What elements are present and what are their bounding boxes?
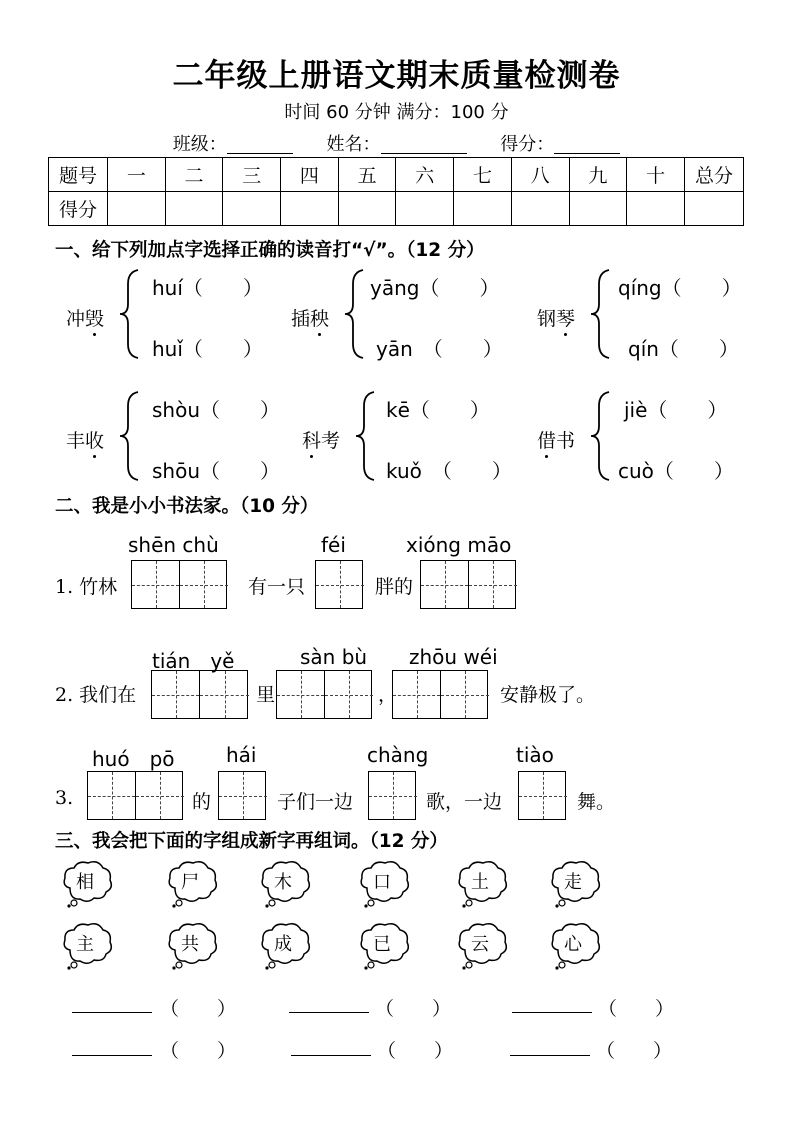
line2-prefix: 2. 我们在 xyxy=(55,684,137,706)
pinyin-option[interactable]: qín（ ） xyxy=(628,337,739,361)
score-cell[interactable] xyxy=(454,192,512,226)
pinyin-prompt: zhōu wéi xyxy=(409,645,498,669)
name-blank[interactable] xyxy=(381,137,467,154)
score-table xyxy=(48,157,744,226)
line3-text: 的 xyxy=(192,791,212,813)
writing-grid[interactable] xyxy=(131,560,227,609)
dotted-char: 借 xyxy=(537,430,557,452)
score-table-header: 十 xyxy=(627,158,685,192)
brace-icon xyxy=(118,268,140,360)
score-cell[interactable] xyxy=(223,192,281,226)
class-blank[interactable] xyxy=(227,137,293,154)
cloud-char: 心 xyxy=(564,934,582,955)
section2-heading: 二、我是小小书法家。（10 分） xyxy=(55,496,319,517)
pinyin-prompt: tiào xyxy=(516,743,554,767)
line1-prefix: 1. 竹林 xyxy=(55,576,118,598)
score-table-header: 六 xyxy=(396,158,454,192)
word-chayang: 插秧 xyxy=(291,308,330,330)
score-table-header: 五 xyxy=(338,158,396,192)
pinyin-prompt: tián yě xyxy=(152,649,235,673)
page-title: 二年级上册语文期末质量检测卷 xyxy=(172,58,621,94)
cloud-char: 土 xyxy=(471,872,489,893)
cloud-char: 走 xyxy=(564,872,582,893)
cloud-char: 口 xyxy=(373,872,391,893)
brace-icon xyxy=(343,268,365,360)
score-table-score-row xyxy=(49,192,744,226)
line1-text: 胖的 xyxy=(375,576,414,598)
cloud-character xyxy=(60,858,114,908)
writing-grid[interactable] xyxy=(315,560,363,609)
line3-text: 舞。 xyxy=(577,791,616,813)
pinyin-prompt: xióng māo xyxy=(406,533,512,557)
line1-text: 有一只 xyxy=(248,576,306,598)
writing-grid[interactable] xyxy=(218,771,266,820)
score-table-header-row xyxy=(49,158,744,192)
cloud-character xyxy=(455,858,509,908)
cloud-character xyxy=(258,858,312,908)
pinyin-option[interactable]: shōu（ ） xyxy=(152,459,281,483)
cloud-character xyxy=(258,920,312,970)
pinyin-option[interactable]: kē（ ） xyxy=(386,398,490,422)
pinyin-option[interactable]: huǐ（ ） xyxy=(152,337,263,361)
score-cell[interactable] xyxy=(511,192,569,226)
cloud-char: 共 xyxy=(181,934,199,955)
answer-paren[interactable]: （ ） xyxy=(375,998,452,1020)
writing-grid[interactable] xyxy=(87,771,183,820)
word-chonghui: 冲毁 xyxy=(66,308,105,330)
name-label: 姓名： xyxy=(326,134,381,155)
score-table-header: 八 xyxy=(511,158,569,192)
score-cell[interactable] xyxy=(108,192,166,226)
answer-line[interactable] xyxy=(510,1055,590,1056)
pinyin-option[interactable]: kuǒ （ ） xyxy=(386,459,512,483)
score-row-label: 得分 xyxy=(49,192,108,226)
word-kekao: 科考 xyxy=(302,430,341,452)
pinyin-prompt: féi xyxy=(321,533,346,557)
writing-grid[interactable] xyxy=(276,670,372,719)
score-table-header: 题号 xyxy=(49,158,108,192)
writing-grid[interactable] xyxy=(151,670,248,719)
dotted-char: 收 xyxy=(85,430,105,452)
cloud-character xyxy=(165,920,219,970)
score-table-header: 九 xyxy=(569,158,627,192)
answer-paren[interactable]: （ ） xyxy=(596,1040,673,1062)
pinyin-option[interactable]: cuò（ ） xyxy=(618,459,734,483)
score-table-header: 总分 xyxy=(685,158,744,192)
score-cell[interactable] xyxy=(165,192,223,226)
cloud-char: 木 xyxy=(274,872,292,893)
line3-prefix: 3. xyxy=(55,787,74,809)
dotted-char: 毁 xyxy=(85,308,105,330)
word-gangqin: 钢琴 xyxy=(537,308,576,330)
cloud-char: 云 xyxy=(471,934,489,955)
dotted-char: 科 xyxy=(302,430,322,452)
brace-icon xyxy=(589,268,611,360)
dotted-char: 琴 xyxy=(556,308,576,330)
score-cell[interactable] xyxy=(627,192,685,226)
score-cell[interactable] xyxy=(396,192,454,226)
score-table-header: 四 xyxy=(281,158,339,192)
brace-icon xyxy=(354,390,376,482)
pinyin-option[interactable]: yān （ ） xyxy=(376,337,503,361)
score-table-header: 一 xyxy=(108,158,166,192)
score-cell[interactable] xyxy=(569,192,627,226)
cloud-character xyxy=(357,858,411,908)
line2-text: ， xyxy=(378,684,398,706)
pinyin-prompt: huó pō xyxy=(92,747,175,771)
score-label: 得分： xyxy=(500,134,555,155)
writing-grid[interactable] xyxy=(518,771,566,820)
writing-grid[interactable] xyxy=(368,771,416,820)
word-fengshou: 丰收 xyxy=(66,430,105,452)
answer-line[interactable] xyxy=(289,1012,369,1013)
cloud-character xyxy=(548,858,602,908)
class-label: 班级： xyxy=(172,134,227,155)
answer-paren[interactable]: （ ） xyxy=(160,998,237,1020)
cloud-char: 已 xyxy=(373,934,391,955)
writing-grid[interactable] xyxy=(392,670,488,719)
section1-heading: 一、给下列加点字选择正确的读音打“√”。（12 分） xyxy=(55,240,485,261)
cloud-character xyxy=(357,920,411,970)
cloud-char: 相 xyxy=(76,872,94,893)
line3-text: 子们一边 xyxy=(277,791,354,813)
pinyin-prompt: chàng xyxy=(367,743,429,767)
score-cell[interactable] xyxy=(338,192,396,226)
student-info xyxy=(0,130,793,156)
cloud-char: 成 xyxy=(274,934,292,955)
score-table-header: 二 xyxy=(165,158,223,192)
exam-subtitle: 时间 60 分钟 满分：100 分 xyxy=(284,102,509,123)
writing-grid[interactable] xyxy=(420,560,516,609)
answer-line[interactable] xyxy=(72,1055,152,1056)
pinyin-prompt: shēn chù xyxy=(128,533,219,557)
cloud-character xyxy=(165,858,219,908)
section3-heading: 三、我会把下面的字组成新字再组词。（12 分） xyxy=(55,831,448,852)
pinyin-prompt: hái xyxy=(226,743,257,767)
answer-paren[interactable]: （ ） xyxy=(598,998,675,1020)
cloud-character xyxy=(60,920,114,970)
pinyin-option[interactable]: shòu（ ） xyxy=(152,398,281,422)
pinyin-prompt: sàn bù xyxy=(300,645,368,669)
score-blank[interactable] xyxy=(554,137,620,154)
brace-icon xyxy=(589,390,611,482)
cloud-char: 尸 xyxy=(181,872,199,893)
cloud-character xyxy=(548,920,602,970)
answer-line[interactable] xyxy=(512,1012,592,1013)
dotted-char: 秧 xyxy=(310,308,330,330)
line2-text: 安静极了。 xyxy=(500,684,596,706)
answer-paren[interactable]: （ ） xyxy=(377,1040,454,1062)
word-jieshu: 借书 xyxy=(537,430,576,452)
cloud-char: 主 xyxy=(76,934,94,955)
brace-icon xyxy=(118,390,140,482)
pinyin-option[interactable]: jiè（ ） xyxy=(624,398,728,422)
score-cell[interactable] xyxy=(685,192,744,226)
pinyin-option[interactable]: huí（ ） xyxy=(152,276,263,300)
score-table-header: 七 xyxy=(454,158,512,192)
answer-paren[interactable]: （ ） xyxy=(160,1040,237,1062)
score-table-header: 三 xyxy=(223,158,281,192)
answer-line[interactable] xyxy=(291,1055,371,1056)
score-cell[interactable] xyxy=(281,192,339,226)
pinyin-option[interactable]: qíng（ ） xyxy=(618,276,742,300)
line3-text: 歌，一边 xyxy=(426,791,503,813)
pinyin-option[interactable]: yāng（ ） xyxy=(370,276,500,300)
line2-text: 里 xyxy=(256,684,276,706)
cloud-character xyxy=(455,920,509,970)
answer-line[interactable] xyxy=(72,1012,152,1013)
